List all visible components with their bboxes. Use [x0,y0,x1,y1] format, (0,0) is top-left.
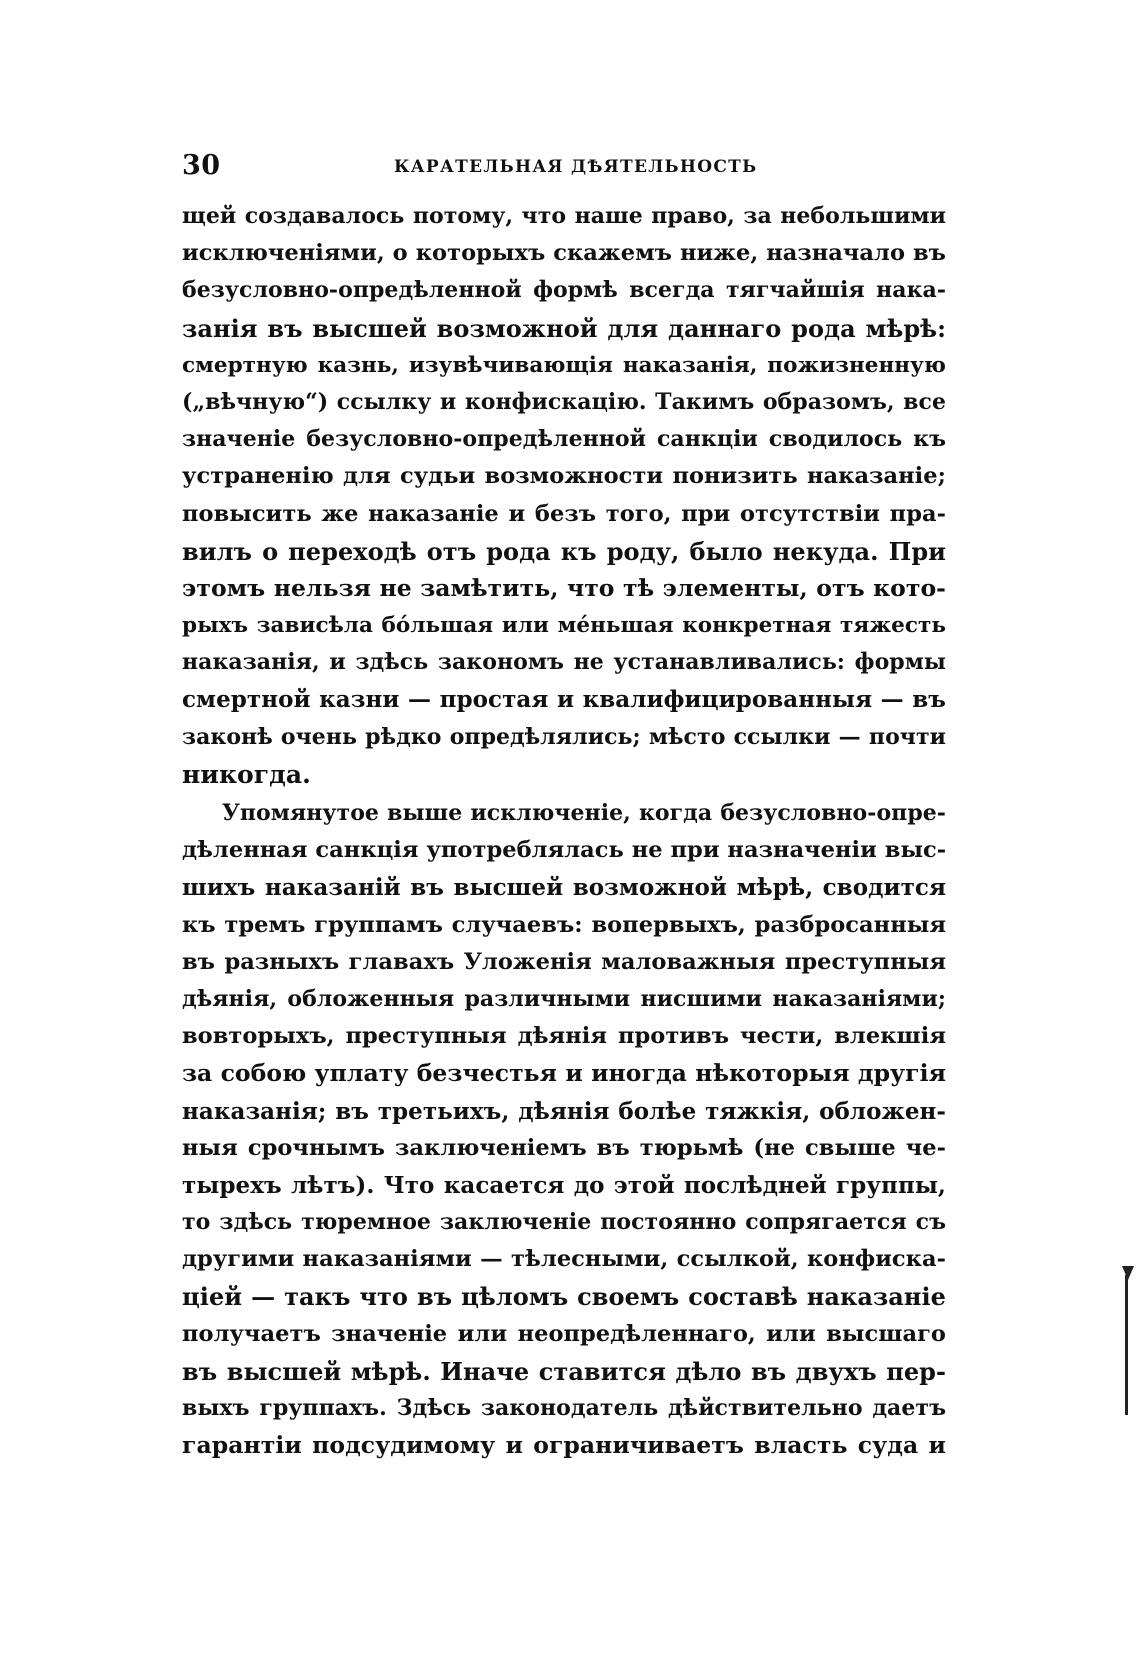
text-line: Упомянутое выше исключеніе, когда безусловно-опре- [222,800,946,826]
text-line: устраненію для судьи возможности понизить наказаніе; [182,463,946,490]
text-line: другими наказаніями — тѣлесными, ссылкой, конфиска- [182,1246,946,1273]
text-line: повысить же наказаніе и безъ того, при отсутствіи пра- [182,500,946,527]
text-line: вилъ о переходѣ отъ рода къ роду, было некуда. При [182,536,946,566]
text-line: ныя срочнымъ заключеніемъ въ тюрьмѣ (не свыше че- [182,1134,946,1161]
body-text [182,198,946,1464]
text-line: гарантіи подсудимому и ограничиваетъ власть суда и [182,1431,946,1460]
text-line: дѣянія, обложенныя различными нисшими наказаніями; [182,985,946,1012]
text-line: выхъ группахъ. Здѣсь законодатель дѣйствительно даетъ [182,1395,946,1421]
text-line: исключеніями, о которыхъ скажемъ ниже, назначало въ [182,240,946,267]
page-number: 30 [182,150,221,181]
text-line: вовторыхъ, преступныя дѣянія противъ чести, влекшія [182,1023,946,1050]
text-line: дѣленная санкція употреблялась не при назначеніи выс- [182,837,947,864]
text-line: значеніе безусловно-опредѣленной санкціи сводилось къ [182,426,946,453]
text-line: въ высшей мѣрѣ. Иначе ставится дѣло въ двухъ пер- [182,1356,946,1386]
text-line: рыхъ зависѣла бóльшая или мéньшая конкретная тяжесть [182,613,946,639]
text-line: наказанія, и здѣсь закономъ не устанавливались: формы [182,649,946,676]
text-line: ціей — такъ что въ цѣломъ своемъ составѣ наказаніе [182,1282,946,1312]
text-line: получаетъ значеніе или неопредѣленнаго, или высшаго [182,1320,946,1347]
text-line: этомъ нельзя не замѣтить, что тѣ элементы, отъ кото- [182,573,946,602]
text-line: наказанія; въ третьихъ, дѣянія болѣе тяжкія, обложен- [182,1097,946,1125]
text-line: безусловно-опредѣленной формѣ всегда тягчайшія нака- [182,277,946,304]
text-line: шихъ наказаній въ высшей возможной мѣрѣ, сводится [182,874,946,902]
text-line: за собою уплату безчестья и иногда нѣкоторыя другія [182,1059,946,1088]
text-line: („вѣчную“) ссылку и конфискацію. Такимъ образомъ, все [182,388,946,415]
text-line: никогда. [182,759,311,789]
text-line: занія въ высшей возможной для даннаго рода мѣрѣ: [182,313,946,343]
scan-artifact-edge [1125,1275,1132,1415]
text-line: смертной казни — простая и квалифицированныя — въ [182,686,946,714]
running-head [182,148,946,184]
text-line: въ разныхъ главахъ Уложенія маловажныя преступныя [182,948,946,975]
running-title: КАРАТЕЛЬНАЯ ДѢЯТЕЛЬНОСТЬ [394,157,758,177]
text-line: то здѣсь тюремное заключеніе постоянно сопрягается съ [182,1209,946,1236]
text-line: законѣ очень рѣдко опредѣлялись; мѣсто ссылки — почти [182,723,946,750]
paragraph-1 [182,198,946,793]
text-line: щей создавалось потому, что наше право, за небольшими [182,203,946,229]
paragraph-2 [182,795,946,1464]
text-line: тырехъ лѣтъ). Что касается до этой послѣдней группы, [182,1171,946,1199]
text-line: къ тремъ группамъ случаевъ: вопервыхъ, разбросанныя [182,911,946,938]
text-line: смертную казнь, изувѣчивающія наказанія, пожизненную [182,352,946,378]
